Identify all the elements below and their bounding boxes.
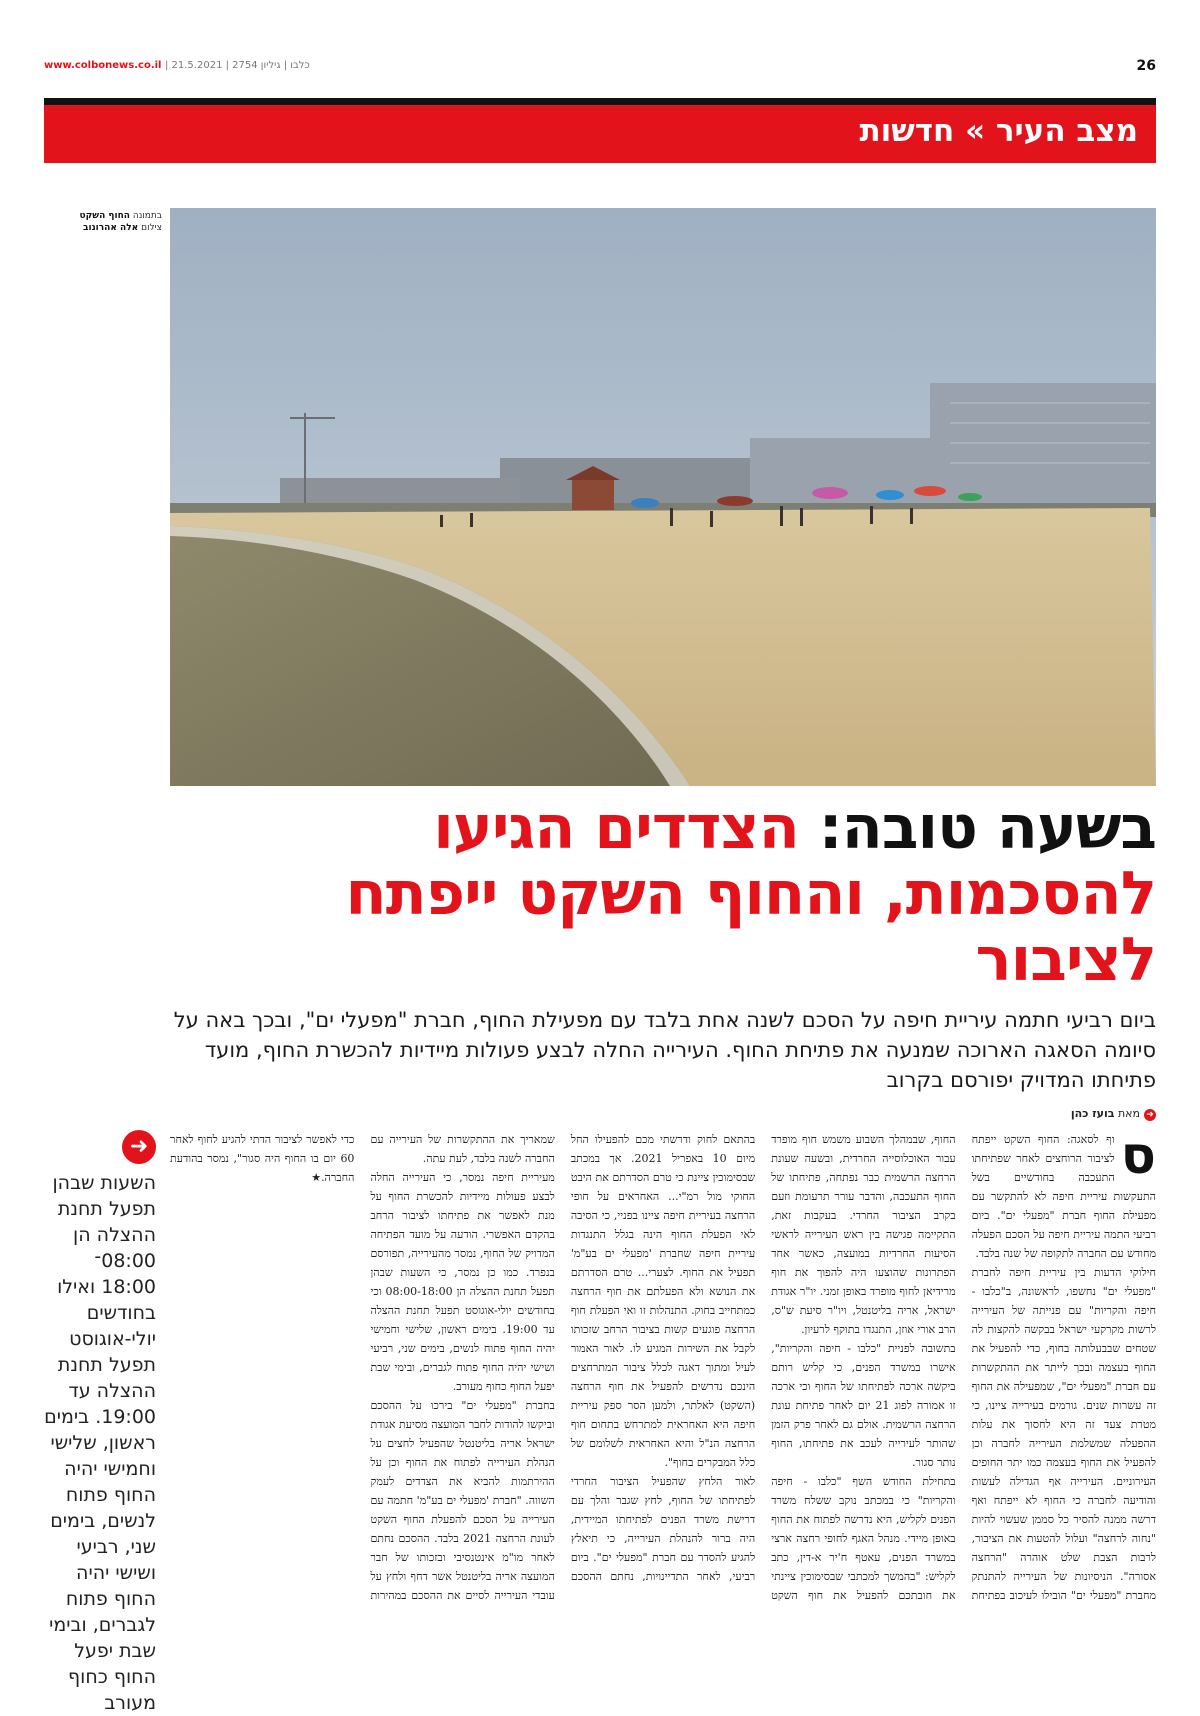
byline-arrow-icon: ➜ [1144, 1109, 1156, 1121]
issue-meta: | כלבו | גיליון 2754 | 21.5.2021 [164, 60, 310, 71]
section-band-top [44, 98, 1156, 105]
arrow-right-icon: ➜ [122, 1130, 156, 1164]
caption-label: בתמונה [132, 211, 162, 221]
section-band [44, 105, 1156, 163]
caption-text: החוף השקט [79, 211, 130, 221]
masthead-site[interactable] [44, 60, 310, 71]
article-paragraph-1: ס וף לסאגה: החוף השקט ייפתח לציבור הרוחצים לאחר שפתיחתו התעכבה בחודשיים בשל התעקשות עיריית חיפה לא להתקשר עם מפעילת החוף חברת "מפעלי ים". ביום רביעי התמה עיריית חיפה על הסכם הפעלה מחודש עם החברה לתקופה של שנה בלבד. [971, 1126, 1156, 1260]
byline-label: מאת [1117, 1107, 1140, 1120]
article-paragraph-3: בתשובה לפניית "כלבו - חיפה והקריות", אישרו במשרד הפנים, כי קליש רותם ביקשה ארכה לפתיחתו של החוף וכי ארכה זו אמורה לפוג 21 יום לאחר פתיחת עונת הרחצה הרשמית. אולם גם לאחר פרק הזמן שהותר לעירייה לעכב את פתיחתו, החוף נותר סגור. [771, 1342, 956, 1469]
headline-main: הצדדים הגיעו להסכמות, והחוף השקט ייפתח לציבור [345, 793, 1156, 995]
article-paragraph-6: מעיריית חיפה נמסר, כי העירייה החלה לבצע פעולות מיידיות להכשרת החוף על מנת לאפשר את פתיחתו לציבור הרחב בהקדם האפשרי. הודעה על מועד הפתיחה המדויק של החוף, נמסר מהעירייה, תפורסם בנפרד. כמו כן נמסר, כי השעות שבהן תפעל תחנת ההצלה הן 08:00-18:00 וכי בחודשים יולי-אוגוסט תפעל תחנת ההצלה עד 19:00. בימים ראשון, שלישי וחמישי יהיה החוף פתוח לנשים, בימים שני, רביעי ושישי יהיה החוף פתוח לגברים, ובימי שבת יפעל החוף כחוף מעורב. [370, 1171, 555, 1393]
beach-photo [170, 208, 1156, 786]
sidebar-text: השעות שבהן תפעל תחנת ההצלה הן 08:00־18:00 ואילו בחודשים יולי-אוגוסט תפעל תחנת ההצלה עד 19:00. בימים ראשון, שלישי וחמישי יהיה החוף פתוח לנשים, בימים שני, רביעי ושישי יהיה החוף פתוח לגברים, ובימי שבת יפעל החוף כחוף מעורב [44, 1172, 156, 1714]
drop-cap: ס [1120, 1126, 1156, 1186]
article-paragraph-7: בחברת "מפעלי ים" בירכו על ההסכם וביקשו להודות לחבר המועצה מסיעת אגודת ישראל אריה בליטנטל שהפעיל לחצים על הנהלת העירייה לפתוח את החוף וכן על ההירתמות להביא את הצדדים לעמק השווה. "חברת 'מפעלי ים בע"מ' חתמה עם העירייה על הסכם להפעלת החוף השקט לעונת הרחצה 2021 בלבד. ההסכם נחתם לאחר מו"מ אינטנסיבי ובזכותו של חבר המועצה אריה בליטנטל אשר דחף ולחץ על עובדי העירייה לסיים את ההסכם במהירות כדי לאפשר לציבור הדתי להגיע לחוף לאחר 60 יום בו החוף היה סגור", נמסר בהודעת החברה.★ [170, 1133, 555, 1602]
masthead [44, 58, 1156, 78]
subheadline: ביום רביעי חתמה עיריית חיפה על הסכם לשנה אחת בלבד עם מפעילת החוף, חברת "מפעלי ים", ובכך באה על סיומה הסאגה הארוכה שמנעה את פתיחת החוף. העירייה החלה לבצע פעולות מיידיות להכשרת החוף, מועד פתיחתו המדויק יפורסם בקרוב [173, 1008, 1156, 1092]
article-paragraph-5: לאור הלחץ שהפעיל הציבור החרדי לפתיחתו של החוף, לחץ שגבר והלך עם דרישת משרד הפנים לפתיחתו המיידית, היה ברור להנהלת העירייה, כי תיאלץ להגיע להסדר עם חברת "מפעלי ים". ביום רביעי, לאחר התדיינויות, נחתם ההסכם שמאריך את ההתקשרות של העירייה עם החברה לשנה בלבד, לעת עתה. [370, 1133, 756, 1583]
byline-author: בועז כהן [1070, 1107, 1115, 1120]
headline-lead: בשעה טובה: [798, 793, 1156, 863]
photographer-name: אלה אהרונוב [83, 223, 139, 233]
page-number: 26 [1136, 58, 1156, 74]
article-paragraph-2: חילוקי הדעות בין עיריית חיפה לחברת "מפעלי ים" נחשפו, לראשונה, ב"כלבו - חיפה והקריות" עם פנייתה של העירייה לרשות מקרקעי ישראל בבקשה להקצות לה שטחים שבבעלותה בחוף, כדי להפעיל את החוף בעצמה ובכך לייתר את ההתקשרות עם חברת "מפעלי ים", שמפעילה את החוף זה עשרות שנים. גורמים בעירייה ציינו, כי מטרת צעד זה היא לחסוך את עלות ההפעלה שמשלמת העירייה לחברה וכן להפעיל את החוף בעצמה כמו יתר החופים העירוניים. העירייה אף הגדילה לעשות והודיעה לחברה כי החוף לא ייפתח ואף דרשה ממנה להסיר כל סממן שעשוי להיות "נחוה לרחצה" ועלול להטעות את הציבור, לרבות הצבת שלט אוהרה "הרחצה אסורה". הניסיונות של העירייה להתנתק מחברת "מפעלי ים" הובילו לעיכוב בפתיחת החוף, שבמהלך השבוע משמש חוף מופרד עבור האוכלוסייה החרדית, ובשעה שעונת הרחצה הרשמית כבר נפתחה, פתיחתו של החוף התעכבה, והדבר עורר תרעומת וזעם בקרב הציבור החרדי. בעקבות זאת, התקיימה פגישה בין ראש העירייה לראשי הסיעות החרדיות במועצה, כאשר אחד הפתרונות שהוצעו היה להפוך את חוף מרידיאן לחוף מופרד באופן זמני. יו"ר אגודת ישראל, אריה בליטנטל, ויו"ר סיעת ש"ס, הרב אורי אוזן, התנגדו בתוקף לרעיון. [771, 1133, 1156, 1602]
article-body [170, 1126, 1156, 1610]
byline [1071, 1107, 1156, 1121]
headline [170, 795, 1156, 993]
site-url[interactable]: www.colbonews.co.il [44, 60, 162, 71]
photo-credit [44, 210, 162, 234]
section-title: מצב העיר » חדשות [859, 113, 1138, 149]
article-paragraph-4: בתחילת החודש השף "כלבו - חיפה והקריות" כי במכתב נוקב ששלח משרד הפנים לקליש, היא נדרשה לפתוח את החוף באופן מיידי. מנהל האגף לחופי רחצה ארצי במשרד הפנים, עאטף ח'יר א-דין, כתב לקליש: "בהמשך למכתבי שבסימוכין ציינתי את חובתכם להפעיל את חוף השקט בהתאם לחוק ודרשתי מכם להפעילו החל מיום 10 באפריל 2021. אך במכתב שבסימוכין ציינת כי טרם הסדרתם את היבט החוקי מול רמ"י... האחראים על חופי הרחצה בעיריית חיפה ציינו בפניי, כי הסיבה לאי הפעלת החוף הינה בגלל התנגדות עיריית חיפה שחברת 'מפעלי ים בע"מ' תפעיל את החוף. לצערי... טרם הסדרתם את הנושא ולא הפעלתם את חוף הרחצה כמתחייב בחוק. התנהלות זו ואי הפעלת חוף הרחצה פוגעים קשות בציבור הרחב שזכותו לקבל את השירות המגיע לו. לאור האמור לעיל ומתוך דאגה לכלל ציבור המתרחצים הינכם נדרשים להפעיל את חוף הרחצה (השקט) לאלתר, ולמען הסר ספק עיריית חיפה היא האחראית למתרחש בתחום חוף הרחצה הנ"ל והיא האחראית לשלומם של כלל המבקרים בחוף". [570, 1133, 956, 1602]
photographer-label: צילום [141, 223, 162, 233]
